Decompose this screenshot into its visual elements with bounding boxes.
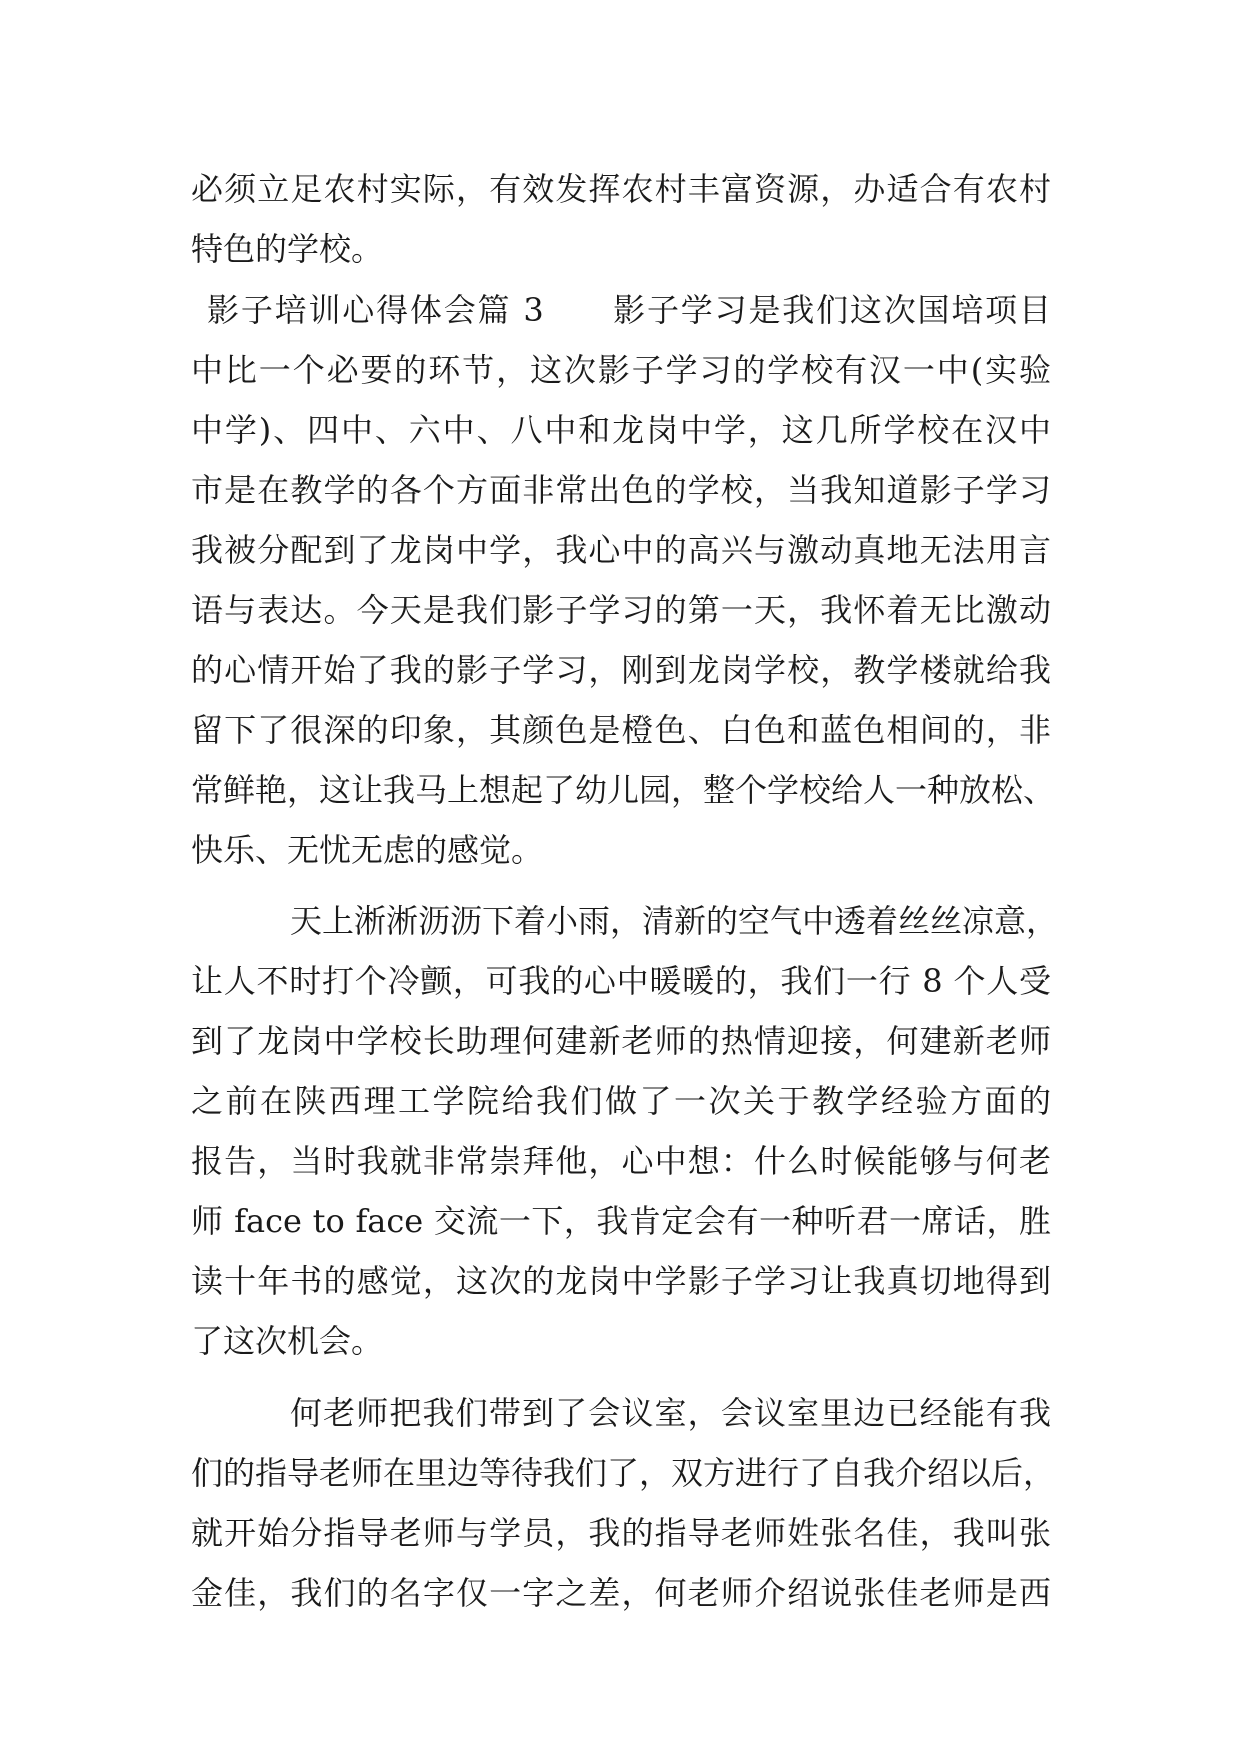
- paragraph-line: 之前在陕西理工学院给我们做了一次关于教学经验方面的: [191, 1082, 1051, 1120]
- paragraph-line: 中学)、四中、六中、八中和龙岗中学，这几所学校在汉中: [191, 411, 1051, 449]
- paragraph-line: 们的指导老师在里边等待我们了，双方进行了自我介绍以后，: [191, 1454, 1056, 1492]
- paragraph-line: 快乐、无忧无虑的感觉。: [191, 831, 544, 869]
- paragraph-line: 金佳，我们的名字仅一字之差，何老师介绍说张佳老师是西: [191, 1574, 1051, 1612]
- paragraph-line: 我被分配到了龙岗中学，我心中的高兴与激动真地无法用言: [191, 531, 1051, 569]
- paragraph-line: 到了龙岗中学校长助理何建新老师的热情迎接，何建新老师: [191, 1022, 1051, 1060]
- paragraph-line: 市是在教学的各个方面非常出色的学校，当我知道影子学习: [191, 471, 1051, 509]
- paragraph-line: 报告，当时我就非常崇拜他，心中想：什么时候能够与何老: [191, 1142, 1051, 1180]
- paragraph-line: 留下了很深的印象，其颜色是橙色、白色和蓝色相间的，非: [191, 711, 1051, 749]
- paragraph-line: 中比一个必要的环节，这次影子学习的学校有汉一中(实验: [191, 351, 1051, 389]
- paragraph-line: 读十年书的感觉，这次的龙岗中学影子学习让我真切地得到: [191, 1262, 1051, 1300]
- paragraph-line: 师 face to face 交流一下，我肯定会有一种听君一席话，胜: [191, 1202, 1051, 1240]
- paragraph-line: 语与表达。今天是我们影子学习的第一天，我怀着无比激动: [191, 591, 1051, 629]
- paragraph-line: 天上淅淅沥沥下着小雨，清新的空气中透着丝丝凉意，: [290, 902, 1059, 940]
- section-heading-line: 影子培训心得体会篇 3 影子学习是我们这次国培项目: [207, 291, 1051, 329]
- paragraph-line: 必须立足农村实际，有效发挥农村丰富资源，办适合有农村: [191, 170, 1051, 208]
- paragraph-line: 常鲜艳，这让我马上想起了幼儿园，整个学校给人一种放松、: [191, 771, 1056, 809]
- paragraph-line: 何老师把我们带到了会议室，会议室里边已经能有我: [290, 1394, 1051, 1432]
- paragraph-line: 就开始分指导老师与学员，我的指导老师姓张名佳，我叫张: [191, 1514, 1051, 1552]
- paragraph-line: 的心情开始了我的影子学习，刚到龙岗学校，教学楼就给我: [191, 651, 1051, 689]
- paragraph-line: 特色的学校。: [191, 230, 384, 268]
- paragraph-line: 让人不时打个冷颤，可我的心中暖暖的，我们一行 8 个人受: [191, 962, 1051, 1000]
- paragraph-line: 了这次机会。: [191, 1322, 384, 1360]
